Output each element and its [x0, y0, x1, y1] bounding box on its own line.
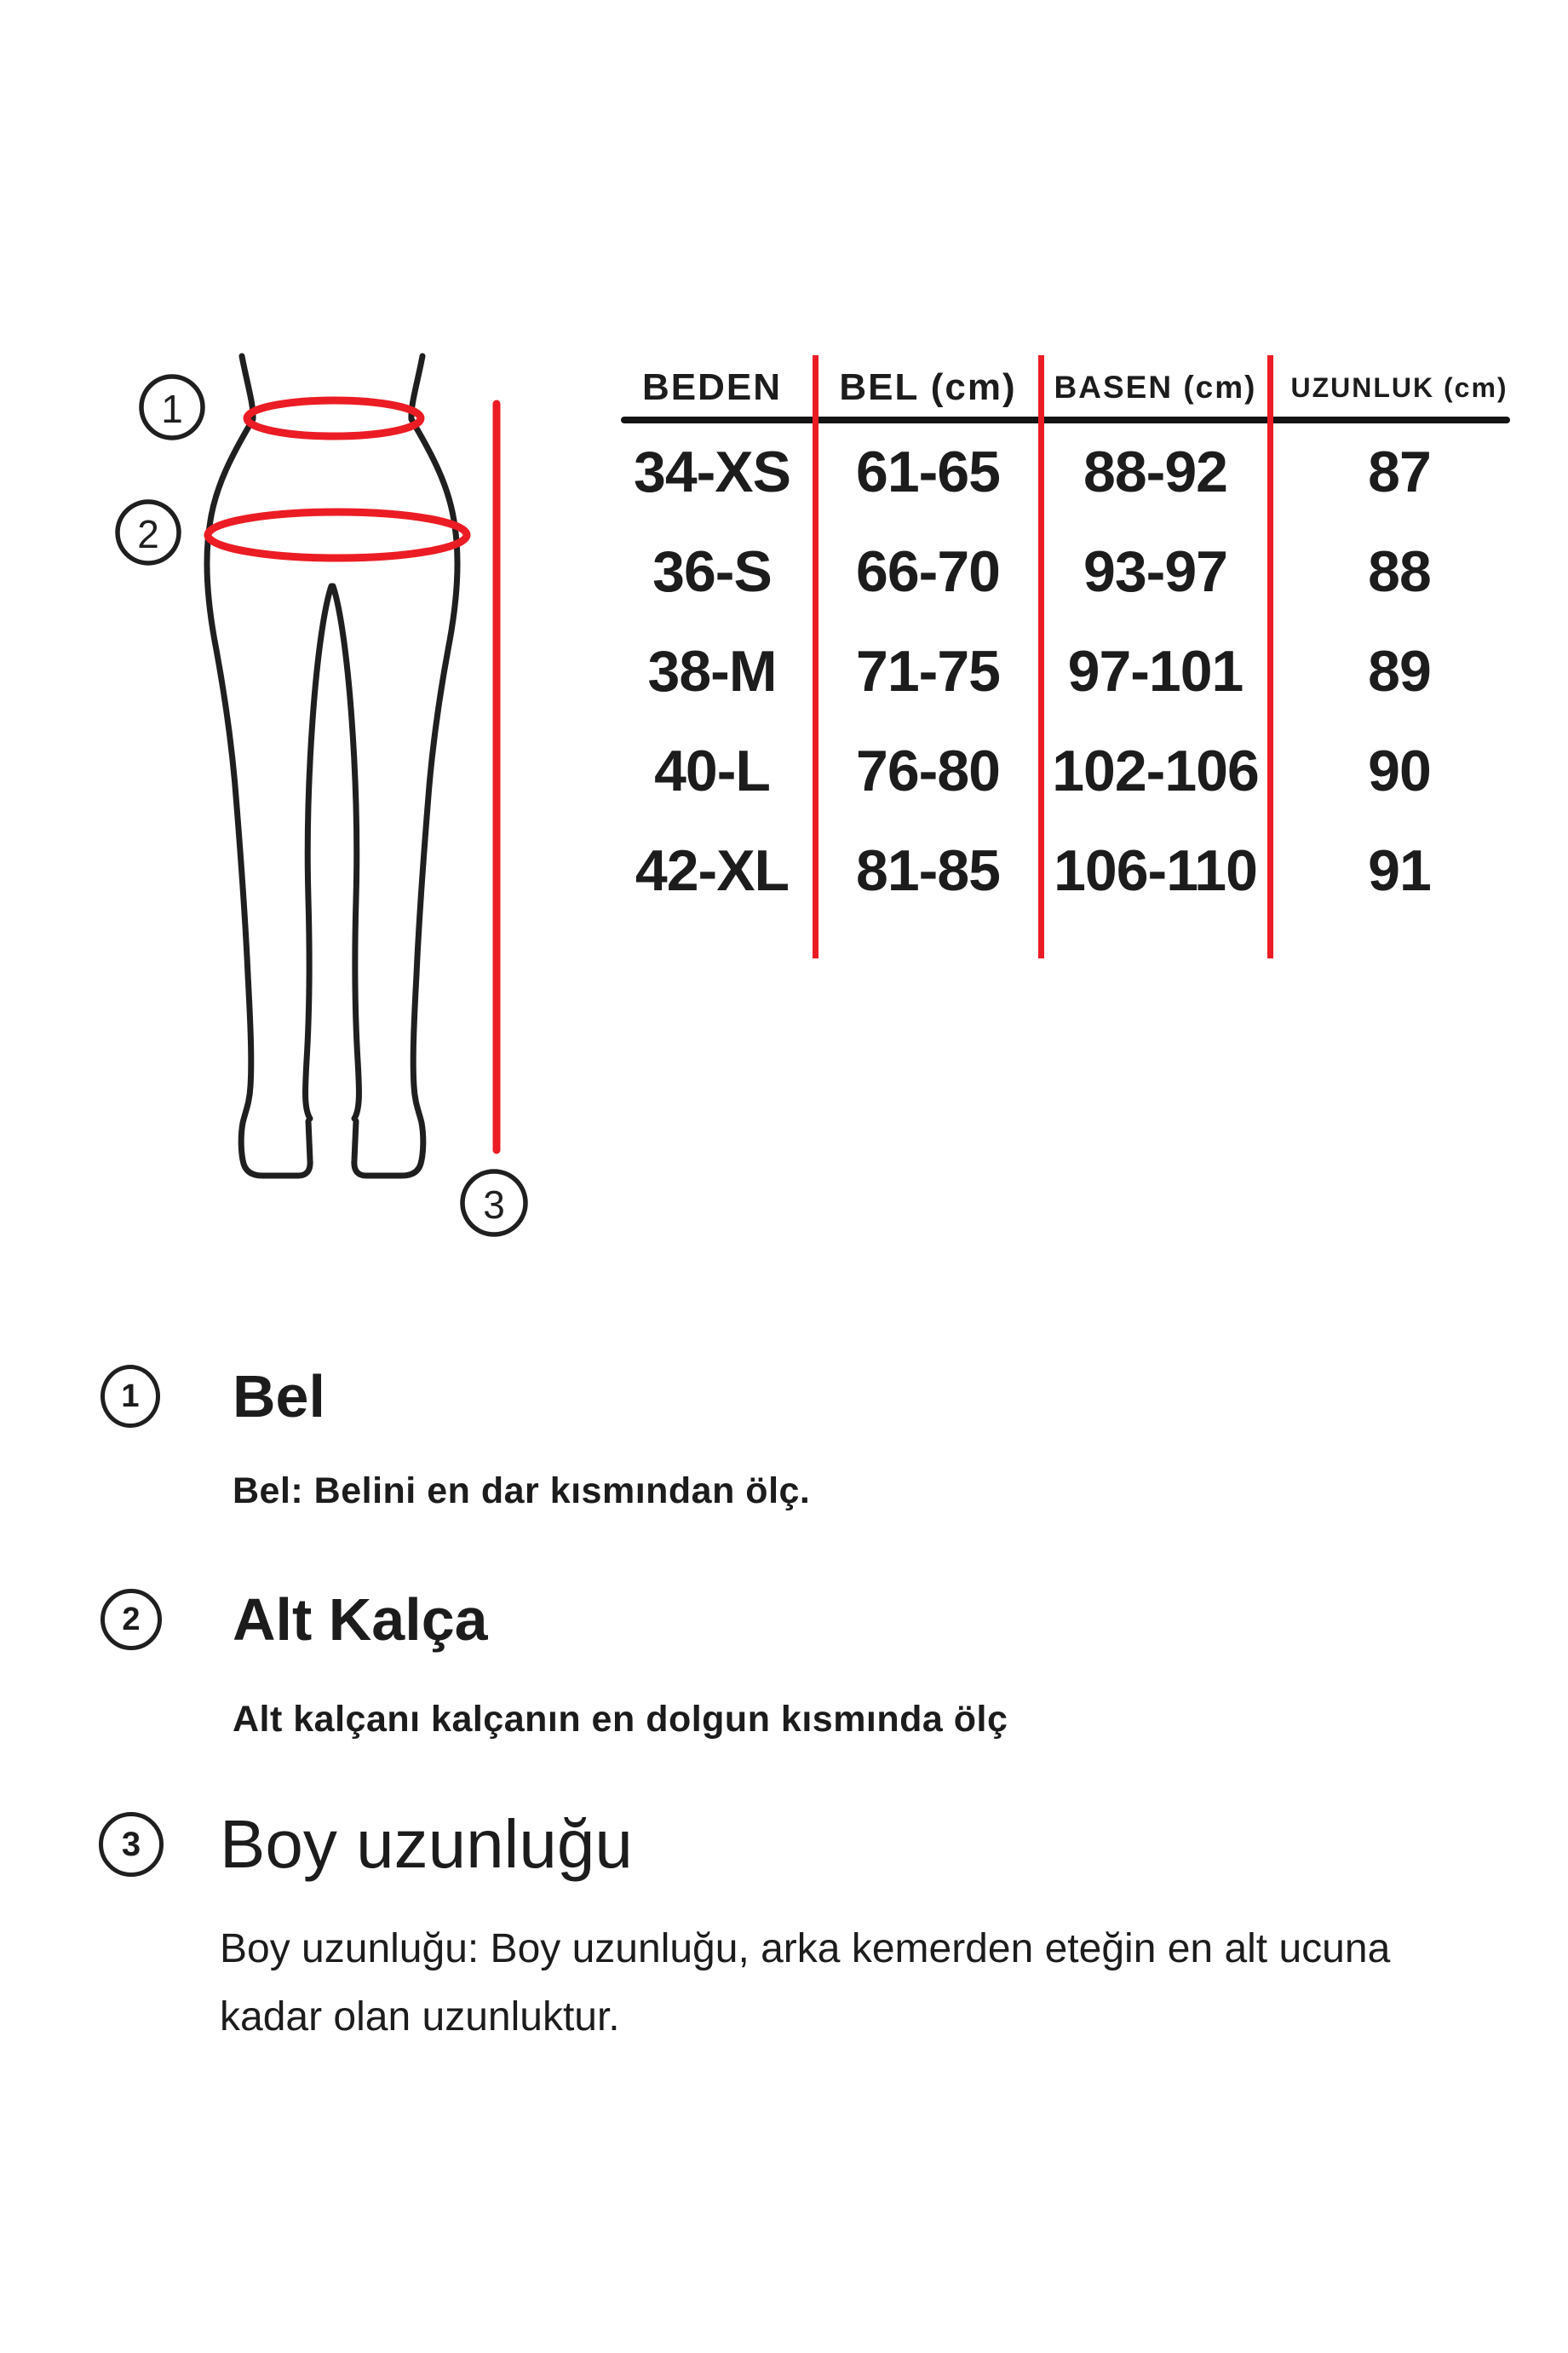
size-cell-bel: 66-70 — [856, 538, 1000, 604]
size-cell-beden: 36-S — [652, 538, 772, 604]
legend-desc-bel: Bel: Belini en dar kısmından ölç. — [233, 1470, 811, 1511]
legend-marker-1-number: 1 — [121, 1378, 140, 1414]
inner-left-leg-line — [306, 586, 331, 1119]
inner-right-leg-line — [333, 586, 359, 1119]
legend-marker-1-badge — [101, 1365, 160, 1428]
left-leg-outline — [207, 356, 310, 1176]
size-cell-beden: 34-XS — [634, 439, 790, 504]
marker-3-badge — [462, 1171, 526, 1234]
size-cell-basen: 106-110 — [1054, 837, 1257, 903]
size-cell-uzunluk: 90 — [1368, 738, 1431, 803]
legend-title-bel: Bel — [233, 1363, 325, 1430]
hip-measure-line — [208, 512, 467, 558]
size-cell-bel: 71-75 — [856, 638, 1000, 704]
column-header-basen: BASEN (cm) — [1054, 370, 1257, 405]
size-cell-uzunluk: 89 — [1368, 638, 1431, 704]
column-divider — [813, 355, 818, 958]
size-cell-bel: 61-65 — [856, 439, 1000, 504]
size-cell-basen: 102-106 — [1052, 738, 1259, 803]
legend-marker-3-number: 3 — [121, 1825, 141, 1863]
marker-2-label: 2 — [137, 512, 159, 556]
marker-1-badge — [141, 377, 203, 438]
size-cell-beden: 38-M — [647, 638, 777, 704]
size-cell-basen: 97-101 — [1067, 638, 1243, 704]
marker-2-badge — [118, 502, 179, 563]
legend-title-alt-kalca: Alt Kalça — [233, 1586, 488, 1653]
column-header-bel: BEL (cm) — [839, 366, 1017, 408]
column-header-beden: BEDEN — [641, 366, 783, 408]
column-divider — [1267, 355, 1273, 958]
marker-1-label: 1 — [161, 387, 183, 431]
column-divider — [1038, 355, 1044, 958]
right-leg-outline — [354, 356, 457, 1176]
waist-measure-line — [247, 400, 421, 436]
legend-marker-2-number: 2 — [122, 1601, 141, 1637]
size-cell-basen: 93-97 — [1083, 538, 1227, 604]
size-cell-uzunluk: 88 — [1368, 538, 1431, 604]
legend-desc-boy-uzunlugu: Boy uzunluğu: Boy uzunluğu, arka kemerden eteğin en alt ucuna kadar olan uzunluktur. — [220, 1926, 1391, 2039]
size-cell-beden: 42-XL — [635, 837, 790, 903]
size-cell-uzunluk: 87 — [1368, 439, 1431, 504]
legend-desc-alt-kalca: Alt kalçanı kalçanın en dolgun kısmında ölç — [233, 1699, 1008, 1740]
size-cell-bel: 81-85 — [856, 837, 1000, 903]
marker-3-label: 3 — [483, 1182, 505, 1227]
body-measurement-diagram — [51, 324, 647, 1278]
size-cell-uzunluk: 91 — [1368, 837, 1431, 903]
legend-title-boy-uzunlugu: Boy uzunluğu — [220, 1806, 633, 1882]
size-cell-beden: 40-L — [654, 738, 770, 803]
size-cell-basen: 88-92 — [1083, 439, 1227, 504]
size-cell-bel: 76-80 — [856, 738, 1000, 803]
legend-marker-2-badge — [101, 1589, 162, 1650]
column-header-uzunluk: UZUNLUK (cm) — [1290, 371, 1508, 403]
header-underline — [621, 417, 1510, 423]
size-table — [609, 354, 1529, 963]
legend-marker-3-badge — [99, 1812, 164, 1877]
